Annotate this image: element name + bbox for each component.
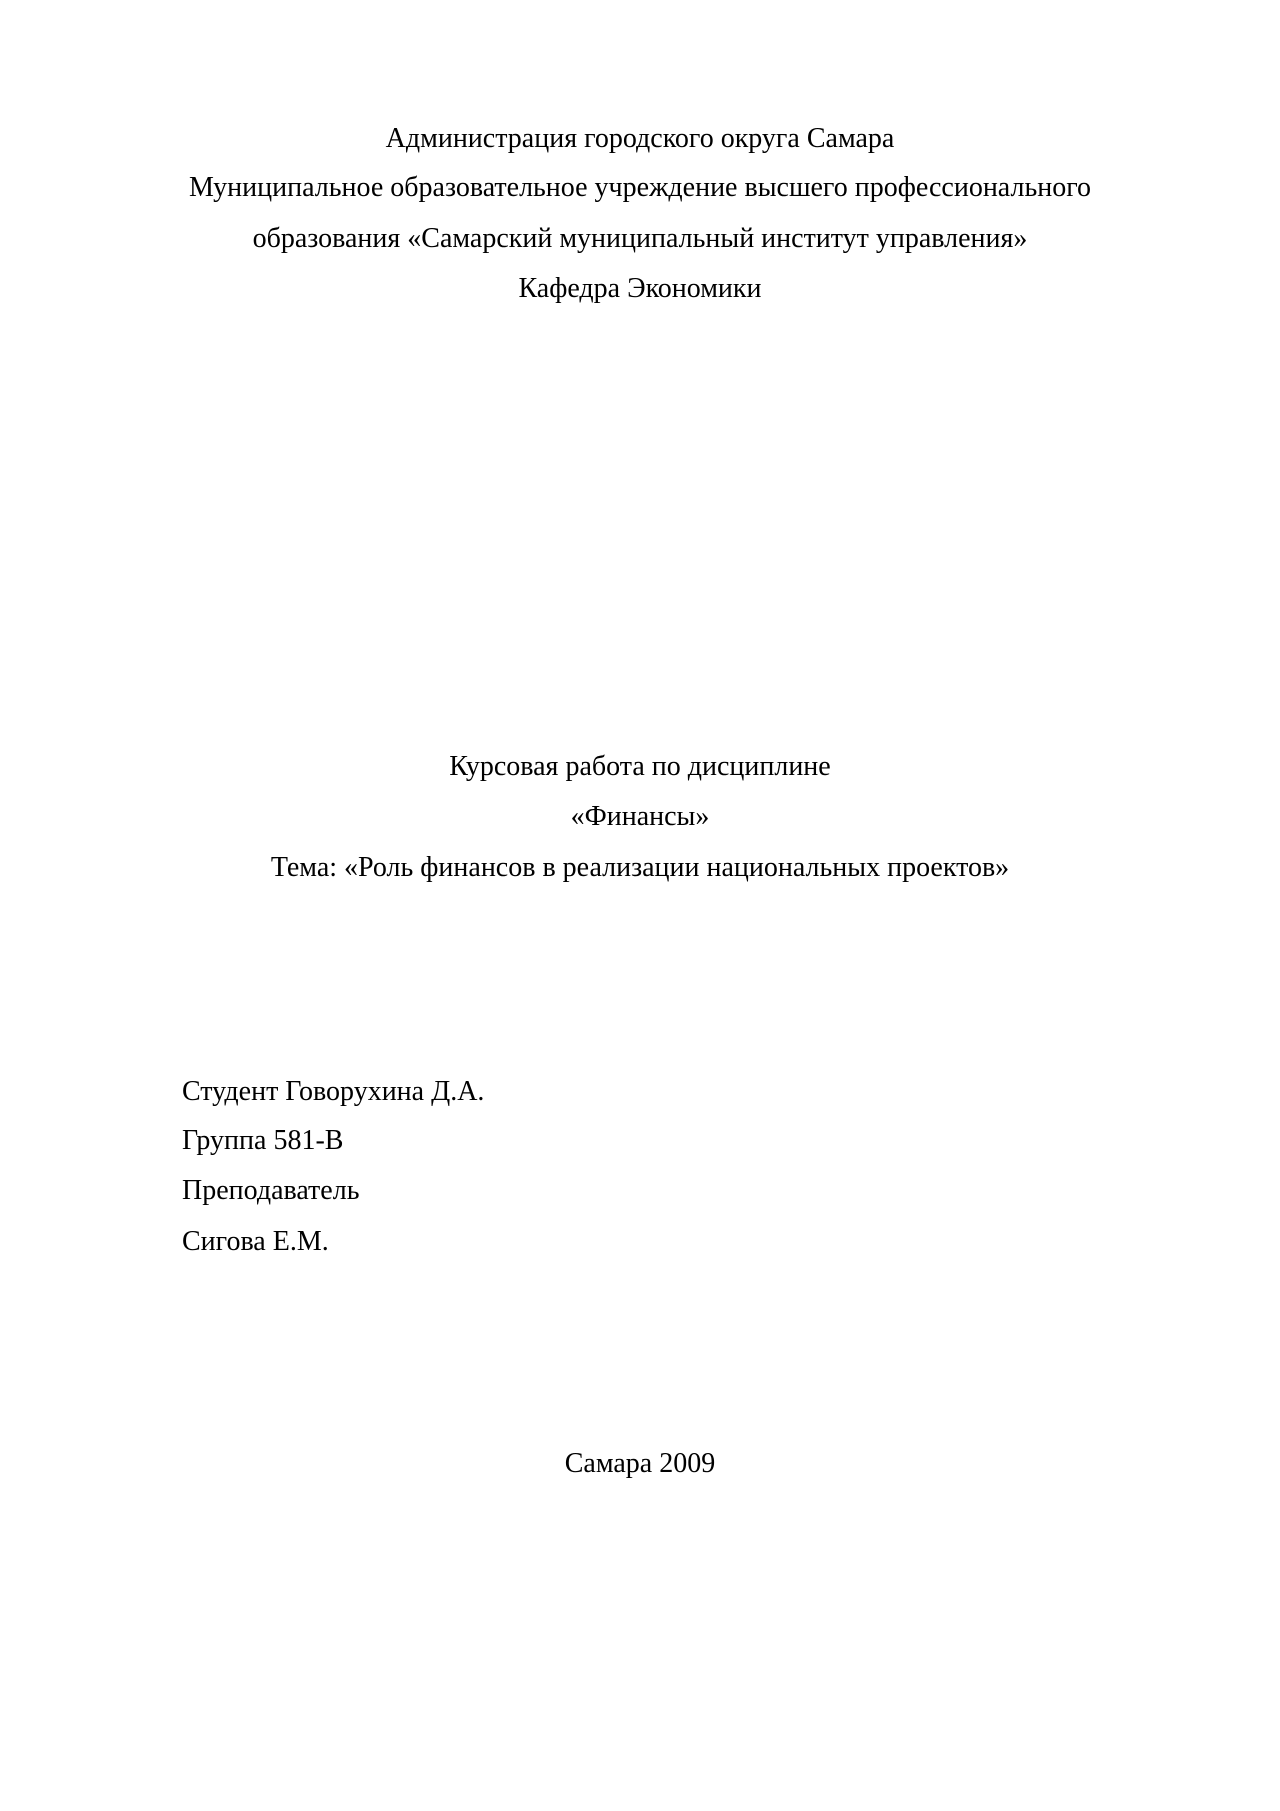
institution-line-1: Муниципальное образовательное учреждение высшего профессионального — [188, 172, 1091, 203]
department-line: Кафедра Экономики — [518, 273, 762, 304]
group-line: Группа 581-В — [182, 1125, 344, 1156]
teacher-name-line: Сигова Е.М. — [182, 1226, 329, 1257]
student-line: Студент Говорухина Д.А. — [182, 1076, 485, 1107]
institution-line-2: образования «Самарский муниципальный институт управления» — [252, 223, 1028, 254]
administration-line: Администрация городского округа Самара — [385, 123, 895, 154]
teacher-label-line: Преподаватель — [182, 1175, 360, 1206]
topic-line: Тема: «Роль финансов в реализации национальных проектов» — [270, 852, 1010, 883]
work-type-line: Курсовая работа по дисциплине — [449, 751, 831, 782]
city-year-line: Самара 2009 — [564, 1448, 716, 1479]
discipline-line: «Финансы» — [570, 801, 710, 832]
